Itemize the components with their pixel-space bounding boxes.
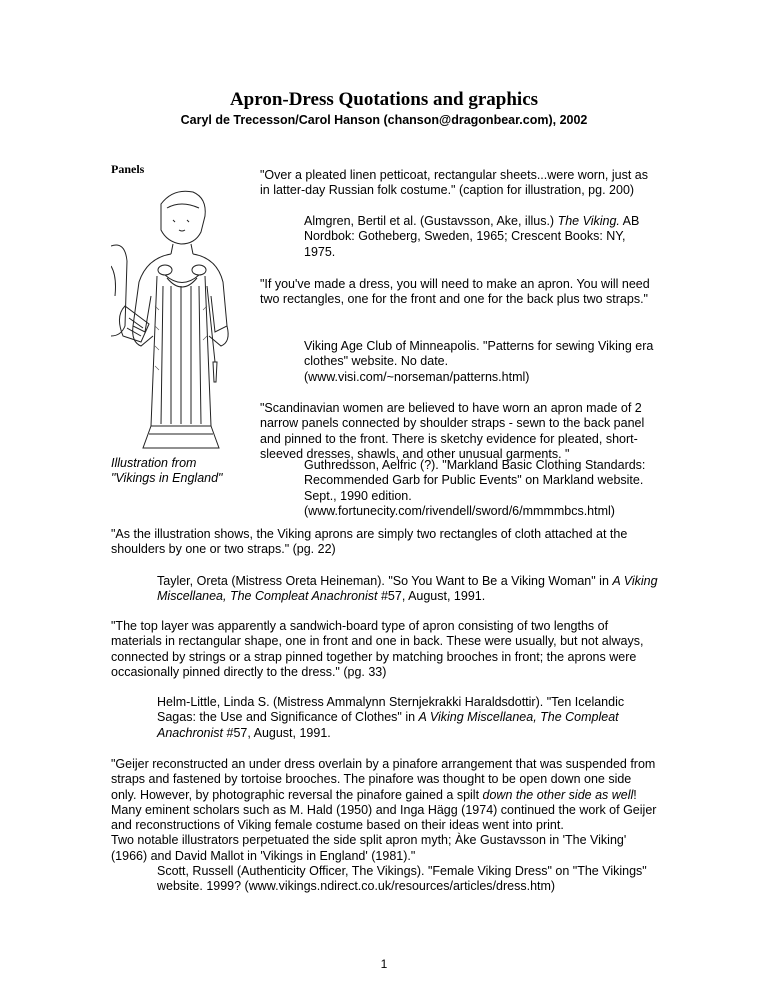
quote-text: "Geijer reconstructed an under dress overlain by a pinafore arrangement that was suspended from straps and fastened by tortoise brooches. The pinafore was thought to be open down one side only. However, by photographic reversal the pinafore gained a spilt (111, 757, 656, 802)
viking-woman-illustration (111, 186, 246, 456)
quote-tayler: "As the illustration shows, the Viking aprons are simply two rectangles of cloth attached at the shoulders by one or two straps." (pg. 22) (111, 527, 628, 557)
citation-guthredsson: Guthredsson, Aelfric (?). "Markland Basic Clothing Standards: Recommended Garb for Public Events" on Markland website. Sept., 1990 edition. (www.fortunecity.com/rivendell/sword/6/mmmmbcs.html) (304, 458, 646, 518)
quote-emphasis: down the other side as well (482, 787, 634, 802)
citation-almgren (304, 214, 660, 260)
citation-text: Almgren, Bertil et al. (Gustavsson, Ake, illus.) (304, 214, 558, 228)
citation-text: Helm-Little, Linda S. (Mistress Ammalynn Sternjekrakki Haraldsdottir). "Ten Icelandic Sagas: the Use and Significance of Clothes" in (157, 695, 625, 725)
citation-text: #57, August, 1991. (377, 589, 486, 604)
quote-viking-age-club: "If you've made a dress, you will need to make an apron. You will need two rectangles, one for the front and one for the back plus two straps." (260, 277, 650, 307)
section-heading: Panels (111, 162, 145, 176)
citation-title: The Viking. (557, 214, 620, 228)
quote-text: ! Many eminent scholars such as M. Hald (1950) and Inga Hägg (1974) continued the work of Geijer and reconstructions of Viking female costume based on their ideas went into print. (111, 787, 657, 833)
quote-text: Two notable illustrators perpetuated the side split apron myth; Àke Gustavsson in 'The Viking' (1966) and David Mallot in 'Vikings in England' (1981)." (111, 833, 627, 863)
figure-caption-line1: Illustration from (111, 456, 197, 470)
citation-title: A Viking Miscellanea, The Compleat Anachronist (157, 710, 619, 740)
figure-caption-line2: "Vikings in England" (111, 471, 223, 486)
citation-text: Tayler, Oreta (Mistress Oreta Heineman). "So You Want to Be a Viking Woman" in (157, 574, 613, 588)
document-subtitle: Caryl de Trecesson/Carol Hanson (chanson@dragonbear.com), 2002 (180, 113, 588, 127)
figure-caption (111, 456, 223, 487)
citation-tayler (157, 574, 660, 605)
citation-title: A Viking Miscellanea, The Compleat Anachronist (157, 574, 658, 604)
citation-helm-little (157, 695, 660, 741)
quote-helm-little: "The top layer was apparently a sandwich-board type of apron consisting of two lengths of materials in rectangular shape, one in front and one in back. These were usually, but not always, connected by strings or a strap pinned together by matching brooches in front; the aprons were occasionally pinned directly to the dress." (pg. 33) (111, 619, 644, 679)
citation-text: #57, August, 1991. (223, 725, 331, 740)
citation-scott: Scott, Russell (Authenticity Officer, The Vikings). "Female Viking Dress" on "The Vikings" website. 1999? (www.vikings.ndirect.co.uk/resources/articles/dress.htm) (157, 864, 647, 894)
page-number: 1 (380, 957, 388, 971)
quote-scott (111, 757, 659, 864)
citation-text: AB Nordbok: Gotheberg, Sweden, 1965; Crescent Books: NY, 1975. (304, 214, 640, 259)
citation-viking-age-club: Viking Age Club of Minneapolis. "Patterns for sewing Viking era clothes" website. No date. (www.visi.com/~norseman/patterns.html) (304, 339, 654, 384)
quote-guthredsson: "Scandinavian women are believed to have worn an apron made of 2 narrow panels connected by shoulder straps - sewn to the back panel and pinned to the front. There is sketchy evidence for pleated, short-sleeved dresses, shawls, and other unusual garments. " (260, 401, 645, 461)
document-title: Apron-Dress Quotations and graphics (229, 89, 539, 110)
quote-almgren: "Over a pleated linen petticoat, rectangular sheets...were worn, just as in latter-day Russian folk costume." (caption for illustration, pg. 200) (260, 168, 648, 198)
